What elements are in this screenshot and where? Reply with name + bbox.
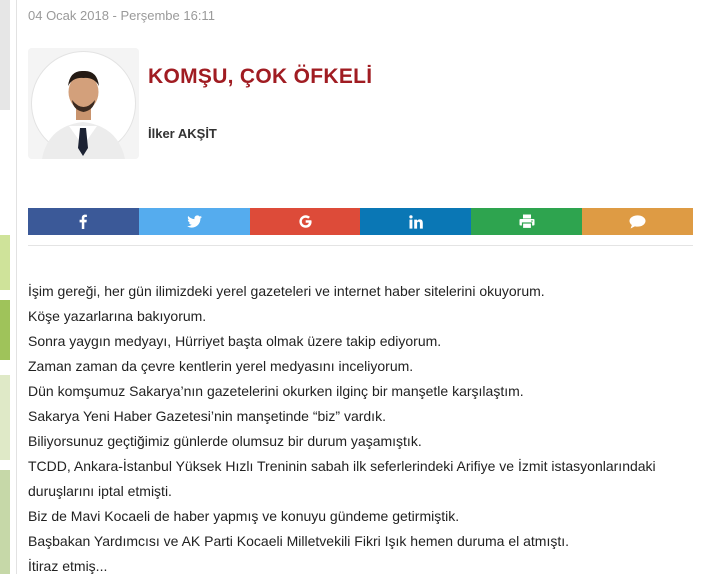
article-paragraph: Köşe yazarlarına bakıyorum. [28, 308, 207, 324]
article-paragraph: Başbakan Yardımcısı ve AK Parti Kocaeli Milletvekili Fikri Işık hemen duruma el atmıştı. [28, 533, 570, 549]
share-bar [28, 208, 693, 235]
facebook-share-button[interactable] [28, 208, 139, 235]
google-share-button[interactable] [250, 208, 361, 235]
print-icon [519, 214, 535, 229]
article-paragraph: Sonra yaygın medyayı, Hürriyet başta olmak üzere takip ediyorum. [28, 333, 442, 349]
sidebar-deco [0, 235, 10, 290]
facebook-icon [78, 214, 88, 229]
author-avatar [28, 48, 139, 159]
sidebar-grey-block [0, 0, 10, 110]
linkedin-icon [409, 215, 423, 229]
article-date: 04 Ocak 2018 - Perşembe 16:11 [28, 8, 215, 23]
google-icon [298, 214, 313, 229]
sidebar-deco [0, 470, 10, 574]
left-edge-strip [0, 0, 12, 574]
column-divider [16, 0, 17, 574]
article-paragraph: Zaman zaman da çevre kentlerin yerel medyasını inceliyorum. [28, 358, 414, 374]
twitter-icon [187, 215, 202, 228]
share-divider [28, 245, 693, 246]
author-name[interactable]: İlker AKŞİT [148, 126, 217, 141]
article-paragraph: Sakarya Yeni Haber Gazetesi’nin manşetinde “biz” vardık. [28, 408, 386, 424]
article-paragraph: TCDD, Ankara-İstanbul Yüksek Hızlı Treninin sabah ilk seferlerindeki Arifiye ve İzmit istasyonlarındaki duruşlarını iptal etmişti. [28, 458, 656, 499]
article-paragraph: Dün komşumuz Sakarya’nın gazetelerini okurken ilginç bir manşetle karşılaştım. [28, 383, 524, 399]
sidebar-deco [0, 300, 10, 360]
comment-button[interactable] [582, 208, 693, 235]
print-button[interactable] [471, 208, 582, 235]
article-paragraph: İtiraz etmiş... [28, 558, 108, 574]
article-body [28, 279, 693, 579]
article-title: KOMŞU, ÇOK ÖFKELİ [148, 65, 373, 88]
article-paragraph: İşim gereği, her gün ilimizdeki yerel gazeteleri ve internet haber sitelerini okuyorum. [28, 283, 545, 299]
linkedin-share-button[interactable] [360, 208, 471, 235]
sidebar-deco [0, 375, 10, 460]
comment-icon [629, 215, 646, 229]
article-paragraph: Biliyorsunuz geçtiğimiz günlerde olumsuz bir durum yaşamıştık. [28, 433, 422, 449]
twitter-share-button[interactable] [139, 208, 250, 235]
article-paragraph: Biz de Mavi Kocaeli de haber yapmış ve konuyu gündeme getirmiştik. [28, 508, 460, 524]
